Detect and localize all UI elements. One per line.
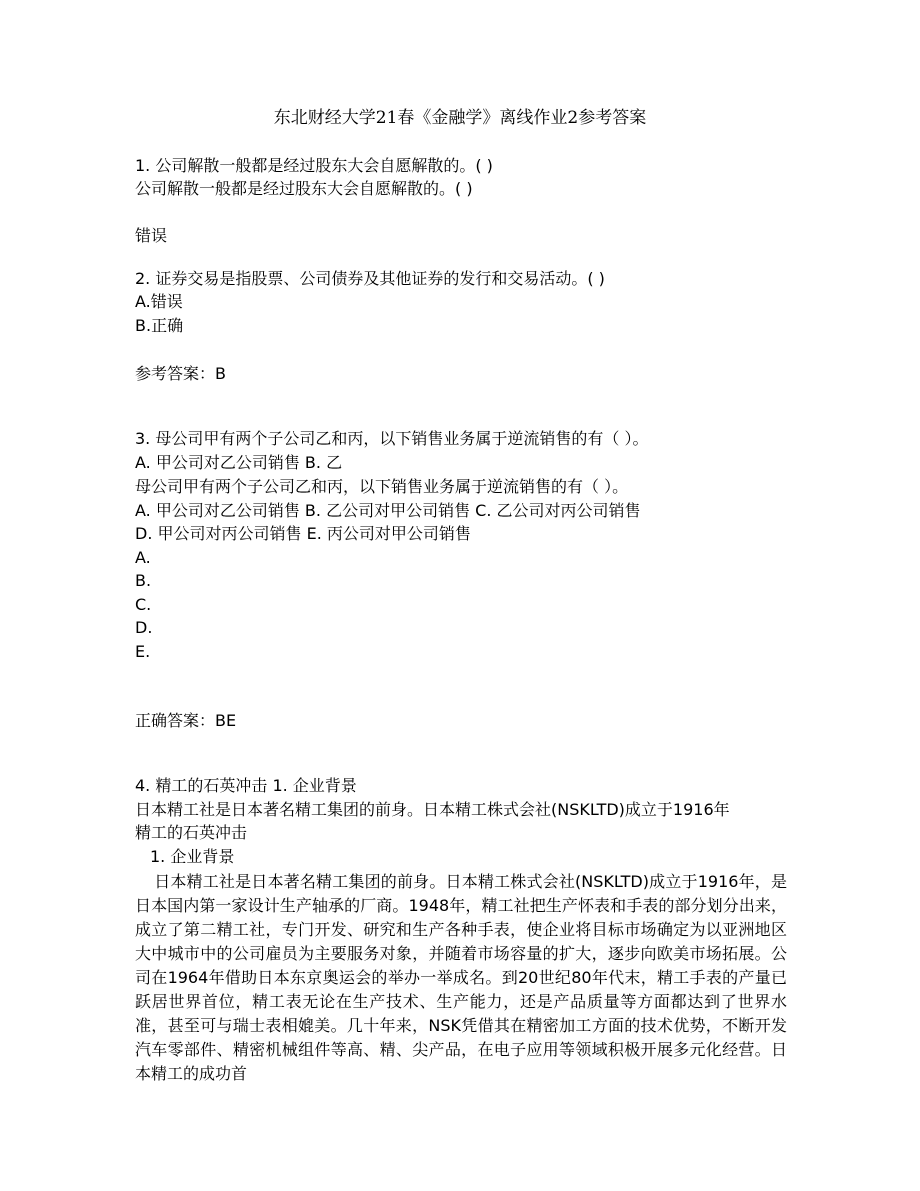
q3-preview: A. 甲公司对乙公司销售 B. 乙: [135, 453, 343, 472]
q3-option-b: B.: [135, 571, 152, 590]
q2-answer: 参考答案：B: [135, 364, 226, 383]
q3-option-a: A.: [135, 548, 151, 567]
q3-stem: 3. 母公司甲有两个子公司乙和丙，以下销售业务属于逆流销售的有（ ）。: [135, 429, 649, 448]
q1-stem: 1. 公司解散一般都是经过股东大会自愿解散的。( ): [135, 156, 493, 175]
q4-section-heading: 1. 企业背景: [150, 847, 235, 866]
q4-intro: 日本精工社是日本著名精工集团的前身。日本精工株式会社(NSKLTD)成立于1916年: [135, 800, 730, 819]
q1-answer: 错误: [135, 226, 168, 245]
q3-choices-line1: A. 甲公司对乙公司销售 B. 乙公司对甲公司销售 C. 乙公司对丙公司销售: [135, 501, 641, 520]
q3-answer: 正确答案：BE: [135, 711, 237, 730]
q3-option-c: C.: [135, 595, 152, 614]
q2-option-b: B.正确: [135, 316, 184, 335]
q4-stem: 4. 精工的石英冲击 1. 企业背景: [135, 776, 357, 795]
q4-body: 日本精工社是日本著名精工集团的前身。日本精工株式会社(NSKLTD)成立于1916年，是日本国内第一家设计生产轴承的厂商。1948年，精工社把生产怀表和手表的部分划分出来，成立了第二精工社，专门开发、研究和生产各种手表，使企业将目标市场确定为以亚洲地区大中城市中的公司雇员为主要服务对象，并随着市场容量的扩大，逐步向欧美市场拓展。公司在1964年借助日本东京奥运会的举办一举成名。到20世纪80年代末，精工手表的产量已跃居世界首位，精工表无论在生产技术、生产能力，还是产品质量等方面都达到了世界水准，甚至可与瑞士表相媲美。几十年来，NSK凭借其在精密加工方面的技术优势，不断开发汽车零部件、精密机械组件等高、精、尖产品，在电子应用等领域积极开展多元化经营。日本精工的成功首: [135, 872, 787, 1083]
q1-restated: 公司解散一般都是经过股东大会自愿解散的。( ): [135, 179, 473, 198]
document-title: 东北财经大学21春《金融学》离线作业2参考答案: [273, 108, 647, 128]
q2-stem: 2. 证券交易是指股票、公司债券及其他证券的发行和交易活动。( ): [135, 269, 605, 288]
q3-option-e: E.: [135, 642, 151, 661]
q3-choices-line2: D. 甲公司对丙公司销售 E. 丙公司对甲公司销售: [135, 524, 471, 543]
q4-subtitle: 精工的石英冲击: [135, 823, 248, 842]
q3-restated: 母公司甲有两个子公司乙和丙，以下销售业务属于逆流销售的有（ ）。: [135, 477, 629, 496]
q2-option-a: A.错误: [135, 292, 183, 311]
q3-option-d: D.: [135, 618, 153, 637]
